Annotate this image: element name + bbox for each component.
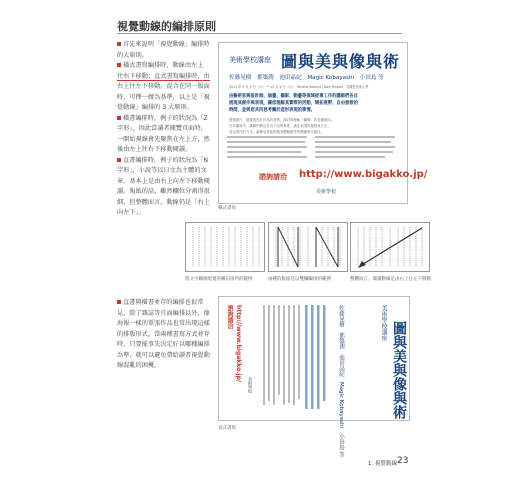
- poster2-series: 美術學校講座: [380, 305, 387, 341]
- para1-line-2: 橫式書寫編排時，動線由左上: [117, 61, 235, 72]
- poster1-blue-line: 展現其創作與表現，讓您理解其實際的活動，開拓視野、自由發想的: [229, 101, 358, 106]
- poster1-speakers: 佐藤晃樹 都築潤 池田晶紀 Magic Kobayashi 小田島 等: [229, 75, 384, 81]
- heading-divider: [117, 33, 402, 34]
- page-number: 23: [397, 456, 409, 466]
- para1-line-7: 橫書編排時，例子的狀況為「Z: [117, 114, 235, 125]
- poster1-filler-text: [227, 136, 397, 164]
- para2-line-5: 為準，就可以避免帶給讀者視覺動: [117, 351, 210, 359]
- poster1-caption: 橫式書寫: [218, 206, 236, 211]
- diagram-diagonal-flow: [350, 222, 430, 272]
- diagram-n-pattern: [268, 222, 348, 272]
- para1-line-12: 字形」，小說等以日文為主體的文: [117, 167, 207, 174]
- poster2-filler-text: [263, 305, 329, 417]
- poster2-caption: 直式書寫: [218, 426, 236, 431]
- poster1-body-line: 在本講座中，講師們將以各自不同的角度，講述表現的過程與方法。: [229, 124, 331, 128]
- para1-line-16: 向左下」。: [117, 209, 145, 216]
- diagram1-caption: 將文字橫條配置的橫向排列的範例: [185, 277, 253, 282]
- para1-line-11: 直書編排時，例子的狀況為「N: [117, 156, 235, 167]
- para1-line-3: 往右下移動；直式書寫編排時，由: [117, 72, 210, 80]
- para1-line-5: 時，可擇一做為基準，以上是「視: [117, 93, 210, 101]
- para1-line-9: 一開始視線會先聚焦在左上方，然: [117, 135, 210, 143]
- bullet-icon: [117, 116, 121, 120]
- poster2-speakers: 佐藤晃樹 都築潤 池田晶紀 Magic Kobayashi 小田島 等: [338, 305, 344, 458]
- poster1-url: http://www.bigakko.jp/: [299, 169, 428, 180]
- bullet-icon: [117, 300, 121, 304]
- poster2-url: http://www.bigakko.jp/: [235, 305, 242, 383]
- para1-line-8: 字形」，因此當讀者閱覽頁面時，: [117, 125, 207, 132]
- poster1-body-line: 透過照片、插畫與設計作品的實例，探討與理解「圖像」的各種面向。: [229, 118, 335, 122]
- para2-line-4: 時，只要能事先決定好以哪種編排: [117, 341, 210, 348]
- para2-line-2: 海報一樣的單張作品也常出現這樣: [117, 320, 210, 327]
- poster1-apply-label: 諮詢請洽: [259, 173, 287, 181]
- para2-line-3: 的排版形式。當兩種書寫方式並存: [117, 330, 210, 338]
- footer-section: 1. 視覺動線: [368, 461, 397, 467]
- para1-line-15: 細，但整體而言，動線仍是「右上: [117, 198, 210, 206]
- para1-line-13: 章。基本上是由右上向左下移動閱: [117, 177, 210, 185]
- para1-line-4: 右上往左下移動。混合在同一版面: [117, 83, 210, 90]
- bullet-icon: [117, 63, 121, 67]
- horizontal-poster: [218, 42, 428, 204]
- diagram3-caption: 整體而言，閱讀動線是由右上往左下移動: [350, 277, 431, 282]
- poster1-body-text: [229, 117, 397, 135]
- poster1-series: 美術學校講座: [229, 56, 271, 64]
- para1-line-6: 覺動線」編排的 3 大原則。: [117, 104, 193, 111]
- para2-line-6: 線混亂的困擾。: [117, 362, 161, 369]
- bullet-icon: [117, 158, 121, 162]
- para1-line-10: 後由左上往右下移動閱讀。: [117, 146, 192, 153]
- poster1-info: 2011 年 9 月 5 日（六）── 12 月 6 日（六） Tanaka Satoshi / Daiji Hiroshi 武藏野美術大學: [229, 85, 369, 89]
- para2-line-1: 見，除了雜誌等頁面編排以外，像: [117, 309, 210, 317]
- para2-line-0: 直書與橫書並存的編排也很常: [117, 298, 217, 309]
- poster1-body-line: 並以實作的方式，讓參加者能夠親身體驗創作的樂趣與可能性。: [229, 130, 324, 134]
- poster1-blue-line: 時間，並與您共同思考關於造形表現的事情。: [229, 108, 315, 113]
- para1-line-0: 首先來說明「視覺動線」編排時: [117, 40, 235, 51]
- poster1-blue-line: 由藝術家與設計師，插畫、攝影、動畫等領域從事工作的講師們各自: [229, 94, 358, 99]
- diagram-vertical-lines: [185, 222, 265, 272]
- poster2-school: 美術學校: [248, 377, 253, 393]
- poster2-apply-label: 諮詢請洽: [226, 305, 233, 329]
- poster1-title: 圖與美與像與術: [281, 52, 401, 71]
- para1-line-1: 的大原則。: [117, 51, 148, 59]
- section-heading: 視覺動線的編排原則: [117, 20, 216, 33]
- poster1-school: 美術學校: [316, 189, 337, 195]
- poster2-title: 圖與美與像與術: [391, 321, 407, 419]
- mixed-writing-paragraph: [117, 298, 217, 372]
- poster1-blue-text: [229, 93, 397, 114]
- bullet-icon: [117, 42, 121, 46]
- para1-line-14: 讀。報紙的話，雖然欄位分割得很: [117, 188, 210, 195]
- diagram2-caption: 兩種的版面是以雙欄編排的範例: [268, 277, 331, 282]
